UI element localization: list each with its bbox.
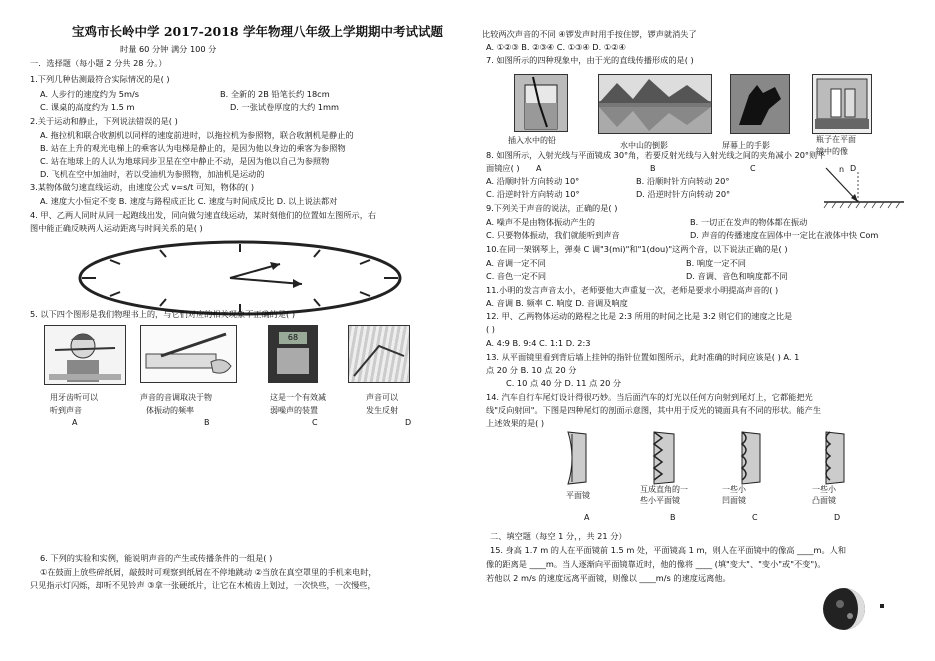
q8-option-d: D. 沿逆时针方向转动 20° [636,189,731,199]
q2-option-a: A. 拖拉机和联合收割机以同样的速度前进时，以拖拉机为参照物，联合收割机是静止的 [40,130,354,140]
question-12: 12. 甲、乙两物体运动的路程之比是 2:3 所用的时间之比是 3:2 则它们的速度之比是 [486,311,793,321]
q5-letter-b: B [204,418,210,427]
q14-caption-c2: 凹面镜 [722,496,746,505]
q11-options: A. 音调 B. 频率 C. 响度 D. 音调及响度 [486,298,628,308]
question-15-line3: 若他以 2 m/s 的速度远离平面镜，则像以 ____m/s 的速度远离他。 [486,573,731,583]
q7-image-b [598,74,712,134]
question-7: 7. 如图所示的四种现象中，由于光的直线传播形成的是( ) [486,55,694,65]
q14-caption-a: 平面镜 [566,491,590,500]
q14-caption-d1: 一些小 [812,485,836,494]
q7-image-d [812,74,872,134]
moon-image [800,586,888,632]
q14-reflector-a [562,430,592,486]
q5-image-b [140,325,237,383]
question-1: 1.下列几种估测最符合实际情况的是( ) [30,74,170,84]
q7-letter-d: D [850,164,857,173]
q7-letter-a: A [536,164,542,173]
section-fill-heading: 二、填空题（每空 1 分，，共 21 分） [490,531,627,541]
q5-image-a [44,325,126,385]
q5-caption-a1: 用牙齿听可以 [50,393,98,402]
q1-option-b: B. 全新的 2B 铅笔长约 18cm [220,89,330,99]
q3-options: A. 速度大小恒定不变 B. 速度与路程成正比 C. 速度与时间成反比 D. 以上说法都对 [40,196,338,206]
q2-option-d: D. 飞机在空中加油时，若以受油机为参照物，加油机是运动的 [40,169,265,179]
q9-option-b: B. 一切正在发声的物体都在振动 [690,217,808,227]
question-12-cont: ( ) [486,324,495,334]
q5-image-d [348,325,410,383]
question-8-cont: 面镜应( ) [486,163,520,173]
q14-caption-d2: 凸面镜 [812,496,836,505]
q5-caption-a2: 听到声音 [50,406,82,415]
question-2: 2.关于运动和静止，下列说法错误的是( ) [30,116,178,126]
q7-image-a [514,74,568,132]
question-14: 14. 汽车自行车尾灯设计得很巧妙。当后面汽车的灯光以任何方向射到尾灯上，它都能把光 [486,392,813,402]
q10-option-d: D. 音调、音色和响度都不同 [686,271,788,281]
question-5: 5. 以下四个图形是我们物理书上的，与它们对应的相关现象不正确的是( ) [30,309,296,319]
q10-option-b: B. 响度一定不同 [686,258,746,268]
exam-title: 宝鸡市长岭中学 2017-2018 学年物理八年级上学期期中考试试题 [72,24,443,39]
noise-monitor-display: 68 [279,332,307,344]
q8-option-a: A. 沿顺时针方向转动 10° [486,176,580,186]
q4-clock-figure [70,238,410,318]
q14-letter-b: B [670,513,676,522]
section-choice-heading: 一．选择题（每小题 2 分共 28 分。） [30,58,167,68]
question-15: 15. 身高 1.7 m 的人在平面镜前 1.5 m 处，平面镜高 1 m，则人在平面镜中的像高 ____m。人和 [490,545,847,555]
q5-letter-d: D [405,418,412,427]
q1-option-c: C. 课桌的高度约为 1.5 m [40,102,135,112]
q2-option-c: C. 站在地球上的人认为地球同步卫星在空中静止不动，是因为他以自己为参照物 [40,156,330,166]
q10-option-a: A. 音调一定不同 [486,258,546,268]
q14-letter-a: A [584,513,590,522]
q7-letter-c: C [750,164,756,173]
question-4-cont: 图中能正确反映两人运动距离与时间关系的是( ) [30,223,203,233]
q9-option-d: D. 声音的传播速度在固体中一定比在液体中快 Com [690,230,879,240]
exam-subtitle: 时量 60 分钟 满分 100 分 [120,44,217,54]
q5-caption-c2: 弱噪声的装置 [270,406,318,415]
question-14-line3: 上述效果的是( ) [486,418,545,428]
q12-options: A. 4:9 B. 9:4 C. 1:1 D. 2:3 [486,338,591,348]
question-3: 3.某物体做匀速直线运动，由速度公式 v=s/t 可知，物体的( ) [30,182,255,192]
q5-caption-d2: 发生反射 [366,406,398,415]
question-6-line4: 比较两次声音的不同 ④锣发声时用手按住锣，锣声就消失了 [482,29,697,39]
q14-reflector-c [736,430,766,486]
q5-letter-c: C [312,418,318,427]
question-14-line2: 线"反向射回"。下图是四种尾灯的剖面示意图，其中用于反光的镜面具有不同的形状。能产生 [486,405,822,415]
q8-mirror-figure [818,158,908,212]
q2-option-b: B. 站在上升的观光电梯上的乘客认为电梯是静止的，是因为他以身边的乘客为参照物 [40,143,346,153]
q10-option-c: C. 音色一定不同 [486,271,547,281]
question-10: 10.在同一架钢琴上，弹奏 C 调"3(mi)"和"1(dou)"这两个音，以下说法正确的是( ) [486,244,788,254]
question-9: 9.下列关于声音的说法，正确的是( ) [486,203,618,213]
q14-reflector-d [820,430,850,486]
question-15-line2: 像的距离是 ____m。当人逐渐向平面镜靠近时，他的像将 ____ (填"变大"、"变小"或"不变")。 [486,559,826,569]
q7-caption-b: 水中山的倒影 [620,141,668,150]
question-6-line3: 只见指示灯闪烁，却听不见铃声 ③拿一张硬纸片，让它在木梳齿上划过，一次快些，一次慢些， [30,580,376,590]
q9-option-c: C. 只要物体振动，我们就能听到声音 [486,230,620,240]
q14-caption-b2: 些小平面镜 [640,496,680,505]
q5-caption-d1: 声音可以 [366,393,398,402]
q5-letter-a: A [72,418,78,427]
q14-reflector-b [648,430,680,486]
q1-option-d: D. 一张试卷厚度的大约 1mm [230,102,339,112]
q7-caption-c: 屏幕上的手影 [722,141,770,150]
q7-letter-b: B [650,164,656,173]
q7-image-c [730,74,790,134]
q13-options-ab: 点 20 分 B. 10 点 20 分 [486,365,577,375]
question-6: 6. 下列的实验和实例，能说明声音的产生或传播条件的一组是( ) [40,553,273,563]
q8-option-b: B. 沿顺时针方向转动 20° [636,176,730,186]
q13-options-cd: C. 10 点 40 分 D. 11 点 20 分 [506,378,622,388]
q7-caption-a: 插入水中的铅 [508,136,556,145]
q8-normal-label: n [839,165,845,174]
q5-image-c [268,325,318,383]
q5-caption-c1: 这是一个有效减 [270,393,326,402]
q14-caption-b1: 互成直角的一 [640,485,688,494]
q7-caption-d1: 瓶子在平面 [816,135,856,144]
q5-caption-b2: 体振动的频率 [146,406,194,415]
q6-options: A. ①②③ B. ②③④ C. ①③④ D. ①②④ [486,42,626,52]
q9-option-a: A. 噪声不是由物体振动产生的 [486,217,595,227]
q5-caption-b1: 声音的音调取决于物 [140,393,212,402]
question-4: 4. 甲、乙两人同时从同一起跑线出发，同向做匀速直线运动，某时刻他们的位置如左图所示，右 [30,210,377,220]
q7-caption-d2: 镜中的像 [816,147,848,156]
question-11: 11.小明的发言声音太小，老师要他大声重复一次，老师是要求小明提高声音的( ) [486,285,779,295]
q14-letter-c: C [752,513,758,522]
question-6-line2: ①在鼓面上放些碎纸屑，敲鼓时可观察到纸屑在不停地跳动 ②当放在真空罩里的手机来电时， [40,567,377,577]
q14-letter-d: D [834,513,841,522]
q8-option-c: C. 沿逆时针方向转动 10° [486,189,580,199]
q14-caption-c1: 一些小 [722,485,746,494]
question-13: 13. 从平面镜里看到背后墙上挂钟的指针位置如图所示，此时准确的时间应该是( ) A. 1 [486,352,800,362]
question-8: 8. 如图所示，入射光线与平面镜成 30°角，若要反射光线与入射光线之间的夹角减小 20°则平 [486,150,826,160]
q1-option-a: A. 人步行的速度约为 5m/s [40,89,139,99]
